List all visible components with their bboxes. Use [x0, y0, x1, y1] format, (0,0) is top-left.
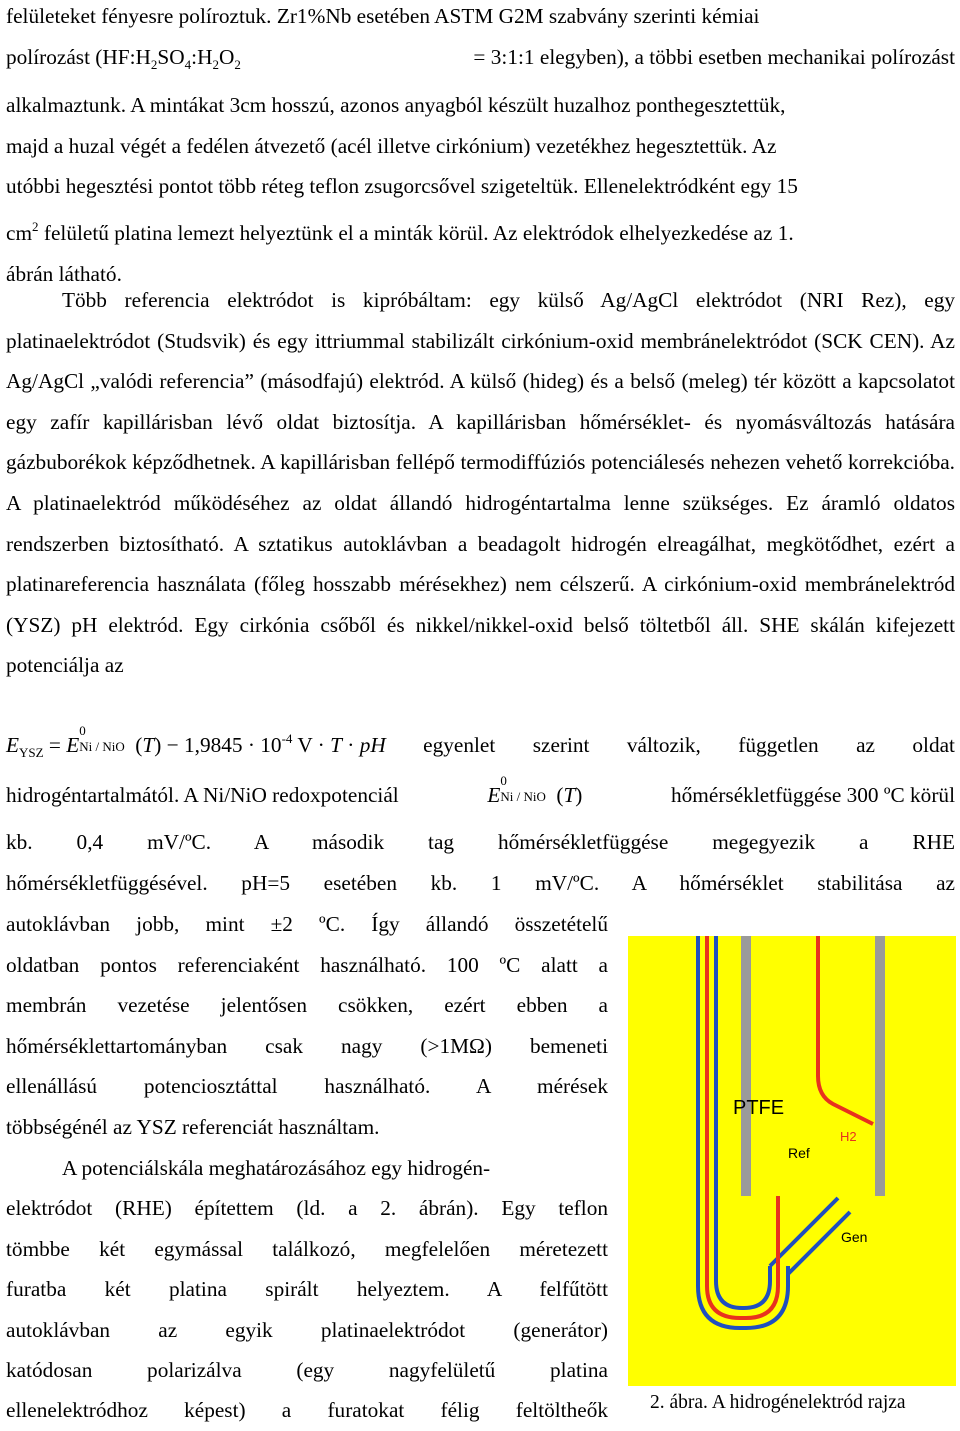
paragraph-1 — [6, 0, 955, 294]
text-line: többségénél az YSZ referenciát használtam. — [6, 1115, 380, 1139]
equation-e0-ni-nio: E 0 Ni / NiO (T) — [487, 773, 583, 807]
figure-caption: 2. ábra. A hidrogénelektród rajza — [650, 1392, 906, 1413]
text-line: elektródot (RHE) építettem (ld. a 2. ábrán). Egy teflon — [6, 1196, 608, 1220]
paragraph-3 — [6, 822, 955, 903]
text-line: A potenciálskála meghatározásához egy hidrogén- — [62, 1156, 491, 1180]
text-line: hőmérsékletfüggésével. pH=5 esetében kb. 1 mV/ºC. A hőmérséklet stabilitása az — [6, 870, 955, 895]
hydrogen-electrode-figure — [628, 936, 956, 1386]
text-line: autoklávban az egyik platinaelektródot (generátor) — [6, 1318, 608, 1342]
ptfe-block — [628, 936, 956, 1386]
paragraph-2: Több referencia elektródot is kipróbáltam: egy külső Ag/AgCl elektródot (NRI Rez), egy platinaelektródot (Studsvik) és egy ittriummal stabilizált cirkónium-oxid membránelektródot (SCK CEN). Az Ag/AgCl „valódi referencia” (másodfajú) elektród. A külső (hideg) és a belső (meleg) tér között a kapcsolatot egy zafír kapillárisban lévő oldat biztosítja. A kapillárisban hőmérséklet- és nyomásváltozás hatására gázbuborékok képződhetnek. A kapillárisban fellépő termodiffúziós potenciálesés nehezen vehető korrekcióba. A platinaelektród működéséhez az oldat állandó hidrogéntartalma lenne szükséges. Ez áramló oldatos rendszerben biztosítható. A sztatikus autoklávban a beadagolt hidrogén elreagálhat, megkötődhet, ezért a platinareferencia használata (főleg hosszabb mérésekhez) nem célszerű. A cirkónium-oxid membránelektród (YSZ) pH elektród. Egy cirkónia csőből és nikkel/nikkel-oxid belső töltetből áll. SHE skálán kifejezett potenciálja az — [6, 288, 955, 678]
text-word: egyenlet — [423, 733, 496, 757]
text-line: oldatban pontos referenciaként használható. 100 ºC alatt a — [6, 953, 608, 977]
text-line: tömbbe két egymással találkozó, megfelelően méretezett — [6, 1237, 608, 1261]
text-line: felületeket fényesre políroztuk. Zr1%Nb esetében ASTM G2M szabvány szerinti kémiai — [6, 4, 760, 28]
text-line: ellenállású potenciosztáttal használható. A mérések — [6, 1074, 608, 1098]
gen-label: Gen — [841, 1229, 868, 1245]
formula-hf-h2so4-h2o2: polírozást ($HF:H_2SO_4:H_2O_2$ — [6, 44, 241, 72]
equation-ysz: $E_{YSZ} = E$ 0 Ni / NiO $(T) - 1,9845 \cdot 10^{-4}$ V · T · pH — [6, 723, 386, 760]
text-line: utóbbi hegesztési pontot több réteg teflon zsugorcsővel szigeteltük. Ellenelektródként egy 15 — [6, 174, 798, 199]
text-line: alkalmaztunk. A mintákat 3cm hosszú, azonos anyagból készült huzalhoz ponthegesztettük, — [6, 93, 786, 118]
text-line: $cm^2$ felületű platina lemezt helyeztünk el a minták körül. Az elektródok elhelyezkedése az 1. — [6, 218, 794, 245]
ref-label: Ref — [788, 1145, 810, 1161]
text-line: membrán vezetése jelentősen csökken, ezért ebben a — [6, 993, 608, 1017]
text-line: kb. 0,4 mV/ºC. A második tag hőmérsékletfüggése megegyezik a RHE — [6, 830, 955, 854]
text-line: katódosan polarizálva (egy nagyfelületű platina — [6, 1358, 608, 1382]
text-word: oldat — [912, 733, 955, 757]
h2-label: H2 — [840, 1129, 857, 1144]
text-line: autoklávban jobb, mint ±2 ºC. Így állandó összetételű — [6, 912, 608, 936]
text-line: furatba két platina spirált helyeztem. A felfűtött — [6, 1277, 608, 1301]
text-word: az — [856, 733, 875, 757]
text-line: hőmérséklettartományban csak nagy (>1MΩ) bemeneti — [6, 1034, 608, 1058]
text-line-redox: hidrogéntartalmától. A Ni/NiO redoxpotenciál E 0 Ni / NiO (T) hőmérsékletfüggése 300 ºC körül — [6, 773, 955, 807]
ptfe-label: PTFE — [733, 1097, 785, 1119]
text-word: független — [738, 733, 819, 757]
text-line: ellenelektródhoz képest) a furatokat félig feltöltheők — [6, 1398, 608, 1422]
text-line: ábrán látható. — [6, 261, 122, 286]
equation-line — [6, 723, 955, 761]
text-line: polírozást ($HF:H_2SO_4:H_2O_2$ = 3:1:1 elegyben), a többi esetben mechanikai polírozást — [6, 37, 955, 86]
text-line: majd a huzal végét a fedélen átvezető (acél illetve cirkónium) vezetékhez hegesztettük. Az — [6, 133, 777, 158]
text-word: szerint — [532, 733, 590, 757]
text-word: változik, — [626, 733, 701, 757]
